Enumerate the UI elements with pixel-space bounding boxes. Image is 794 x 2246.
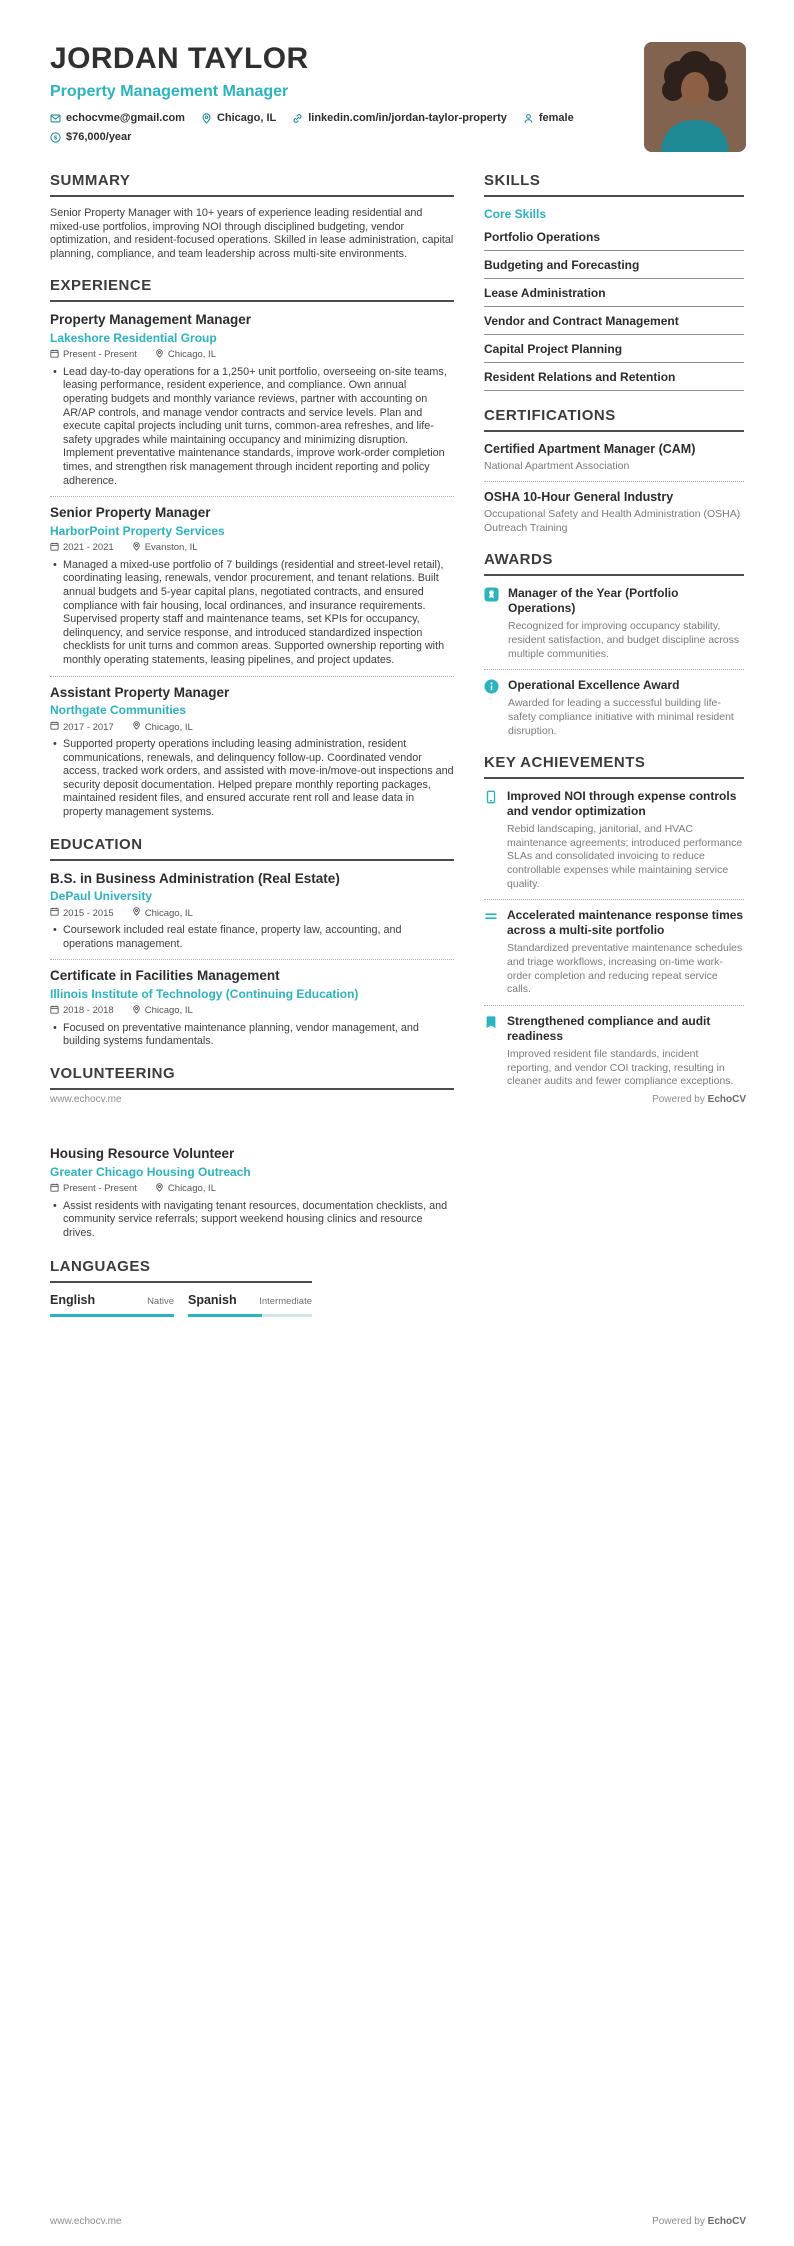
volunteering-entry: [50, 1146, 454, 1240]
job-dates: [50, 542, 114, 554]
education-meta: [50, 1005, 454, 1017]
job-company: Northgate Communities: [50, 703, 187, 718]
bookmark-icon: [484, 1014, 498, 1034]
job-meta: [50, 721, 454, 733]
separator: [484, 899, 744, 900]
award-item: [484, 678, 744, 738]
svg-text:$: $: [53, 135, 58, 142]
volunteer-location-text: Chicago, IL: [167, 1183, 216, 1195]
awards-section: [484, 551, 744, 738]
job-location: [132, 542, 198, 554]
separator: [484, 481, 744, 482]
job-title: Property Management Manager: [50, 312, 252, 328]
job-location: [132, 721, 193, 733]
language-item: [50, 1293, 174, 1317]
volunteer-bullet: • Assist residents with navigating tenant resources, documentation checklists, and community service referrals; support weekend housing clinics and resource drives.: [50, 1200, 454, 1241]
skills-group-label: Core Skills: [484, 207, 547, 221]
language-header: [50, 1293, 174, 1307]
language-header: [188, 1293, 312, 1307]
achievement-title: Accelerated maintenance response times across a multi-site portfolio: [507, 908, 744, 938]
contact-linkedin[interactable]: [292, 112, 507, 124]
language-proficiency-bar: [188, 1314, 312, 1317]
job-bullet: • Managed a mixed-use portfolio of 7 buildings (residential and street-level retail), coordinating leasing, renewals, vendor procurement, and tenant relations. Built annual budgets and 5-year capital plans, negotiated contracts, and ensured compliance with fair housing, local ordinances, and insurance requirements. Supervised property staff and maintenance teams, set KPIs for occupancy, delinquency, and service response, and introduced standardized inspection checklists for unit turns and common areas. Supported ownership reporting with monthly operating statements, leasing pipelines, and project updates.: [50, 559, 454, 668]
left-column-page2: [50, 1146, 454, 1333]
location-pin-icon: [155, 349, 164, 361]
language-proficiency-fill: [188, 1314, 262, 1317]
achievement-item: [484, 1014, 744, 1089]
languages-heading: LANGUAGES: [50, 1258, 312, 1283]
footer-brand: EchoCV: [707, 1094, 746, 1105]
experience-entry: [50, 312, 454, 488]
location-pin-icon: [155, 1183, 164, 1195]
footer-powered-prefix: Powered by: [652, 1094, 705, 1105]
achievement-description: Rebid landscaping, janitorial, and HVAC maintenance agreements; introduced performance SLAs and consolidated invoicing to reduce controllable expenses while maintaining service quality.: [507, 823, 743, 890]
certification-name: OSHA 10-Hour General Industry: [484, 490, 674, 505]
education-location-text: Chicago, IL: [144, 907, 193, 919]
calendar-icon: [50, 907, 59, 919]
language-level: Intermediate: [259, 1296, 312, 1308]
education-entry: [50, 871, 454, 952]
achievement-description: Standardized preventative maintenance schedules and triage workflows, increasing on-time work-order completion and reducing repeat service calls.: [507, 942, 743, 996]
summary-text: Senior Property Manager with 10+ years of experience leading residential and mixed-use portfolios, improving NOI through disciplined budgeting, vendor optimization, and resident-focused operations. Skilled in lease administration, capital planning, compliance, and team leadership across multi-site environments.: [50, 207, 454, 260]
separator: [484, 669, 744, 670]
summary-section: [50, 172, 454, 261]
volunteering-section-heading: [50, 1065, 454, 1090]
skill-item: Budgeting and Forecasting: [484, 251, 744, 279]
location-pin-icon: [132, 907, 141, 919]
separator: [50, 496, 454, 497]
certification-item: [484, 442, 744, 473]
contact-location-text: Chicago, IL: [216, 112, 277, 124]
volunteering-heading: VOLUNTEERING: [50, 1065, 454, 1090]
language-level: Native: [147, 1296, 174, 1308]
job-location: [155, 349, 216, 361]
job-location-text: Chicago, IL: [167, 349, 216, 361]
award-description: Awarded for leading a successful building life-safety compliance initiative with minimal resident disruption.: [508, 697, 734, 737]
contact-linkedin-text: linkedin.com/in/jordan-taylor-property: [308, 112, 507, 124]
job-title: Assistant Property Manager: [50, 684, 230, 700]
resume-header: [50, 42, 625, 143]
job-bullet: • Lead day-to-day operations for a 1,250+ unit portfolio, overseeing on-site teams, leasing performance, resident experience, and compliance. Own annual operating budgets and monthly variance reviews, partner with accounting on AR/AP controls, and manage vendor contracts and service levels. Plan and execute capital projects including unit turns, common-area refreshes, and life-safety upgrades while maintaining occupancy and minimizing disruption. Implement preventative maintenance standards, improve work-order completion times, and strengthen risk management through incident reporting and policy adherence.: [50, 366, 454, 488]
skill-item: Resident Relations and Retention: [484, 363, 744, 391]
language-proficiency-bar: [50, 1314, 174, 1317]
contact-salary-text: $76,000/year: [66, 131, 132, 143]
award-text: [508, 678, 744, 738]
mail-icon: [50, 113, 61, 124]
job-dates-text: 2017 - 2017: [63, 721, 114, 733]
achievement-item: [484, 789, 744, 891]
job-dates-text: Present - Present: [63, 349, 137, 361]
achievement-title: Improved NOI through expense controls and vendor optimization: [507, 789, 737, 819]
location-pin-icon: [132, 1005, 141, 1017]
key-achievements-section: [484, 754, 744, 1089]
footer-powered: [652, 1094, 746, 1105]
profile-photo: [644, 42, 746, 152]
right-column: [484, 172, 744, 1105]
achievement-title: Strengthened compliance and audit readiness: [507, 1013, 711, 1043]
skill-item: Lease Administration: [484, 279, 744, 307]
language-name: English: [50, 1293, 96, 1308]
education-location-text: Chicago, IL: [144, 1005, 193, 1017]
separator: [50, 959, 454, 960]
separator: [484, 1005, 744, 1006]
footer-site-link[interactable]: www.echocv.me: [50, 1094, 122, 1105]
experience-entry: [50, 505, 454, 667]
award-title: Operational Excellence Award: [508, 678, 680, 693]
achievement-text: [507, 908, 744, 997]
contact-gender: [523, 112, 574, 124]
achievement-item: [484, 908, 744, 997]
footer-powered: [652, 2216, 746, 2227]
education-location: [132, 1005, 193, 1017]
education-dates: [50, 1005, 114, 1017]
language-item: [188, 1293, 312, 1317]
experience-section: [50, 277, 454, 819]
job-company: HarborPoint Property Services: [50, 523, 225, 538]
skills-heading: SKILLS: [484, 172, 744, 197]
education-bullet: • Focused on preventative maintenance planning, vendor management, and building systems fundamentals.: [50, 1022, 454, 1049]
job-location-text: Evanston, IL: [144, 542, 198, 554]
calendar-icon: [50, 1183, 59, 1195]
award-item: [484, 586, 744, 661]
skills-section: [484, 172, 744, 391]
location-pin-icon: [201, 113, 212, 124]
volunteer-meta: [50, 1183, 454, 1195]
calendar-icon: [50, 542, 59, 554]
info-circle-icon: [484, 678, 499, 699]
footer-powered-prefix: Powered by: [652, 2216, 705, 2227]
location-pin-icon: [132, 721, 141, 733]
job-title: Senior Property Manager: [50, 505, 211, 521]
volunteer-org: Greater Chicago Housing Outreach: [50, 1164, 251, 1179]
school: Illinois Institute of Technology (Continuing Education): [50, 986, 359, 1001]
contact-location: [201, 112, 276, 124]
left-column: [50, 172, 454, 1106]
award-description: Recognized for improving occupancy stability, resident satisfaction, and budget discipline across multiple communities.: [508, 620, 740, 660]
job-company: Lakeshore Residential Group: [50, 330, 217, 345]
page-footer: [50, 2216, 746, 2227]
achievement-text: [507, 1014, 744, 1089]
summary-heading: SUMMARY: [50, 172, 454, 197]
certification-item: [484, 490, 744, 535]
education-heading: EDUCATION: [50, 836, 454, 861]
skill-item: Vendor and Contract Management: [484, 307, 744, 335]
location-pin-icon: [132, 542, 141, 554]
achievement-description: Improved resident file standards, incident reporting, and vendor COI tracking, resulting in cleaner audits and fewer compliance exceptions.: [507, 1047, 734, 1088]
languages-row: [50, 1293, 312, 1317]
separator: [50, 676, 454, 677]
degree: Certificate in Facilities Management: [50, 968, 280, 984]
award-title: Manager of the Year (Portfolio Operations): [508, 586, 679, 616]
skill-item: Portfolio Operations: [484, 223, 744, 251]
certification-issuer: Occupational Safety and Health Administration (OSHA) Outreach Training: [484, 508, 741, 534]
candidate-title: Property Management Manager: [50, 83, 289, 100]
calendar-icon: [50, 721, 59, 733]
volunteer-dates-text: Present - Present: [63, 1183, 137, 1195]
calendar-icon: [50, 1005, 59, 1017]
contact-row: [50, 112, 625, 143]
education-meta: [50, 907, 454, 919]
job-meta: [50, 349, 454, 361]
job-meta: [50, 542, 454, 554]
footer-site-link[interactable]: www.echocv.me: [50, 2216, 122, 2227]
mobile-icon: [484, 789, 498, 809]
award-text: [508, 586, 744, 661]
footer-brand: EchoCV: [707, 2216, 746, 2227]
contact-email[interactable]: [50, 112, 185, 124]
job-dates: [50, 721, 114, 733]
page-footer: [50, 1094, 746, 1105]
person-icon: [523, 113, 534, 124]
job-dates: [50, 349, 137, 361]
volunteer-role: Housing Resource Volunteer: [50, 1146, 235, 1161]
degree: B.S. in Business Administration (Real Estate): [50, 870, 340, 886]
job-location-text: Chicago, IL: [144, 721, 193, 733]
dollar-circle-icon: [50, 132, 61, 143]
education-dates: [50, 907, 114, 919]
certifications-section: [484, 407, 744, 535]
contact-email-text: echocvme@gmail.com: [66, 112, 185, 124]
language-proficiency-fill: [50, 1314, 174, 1317]
calendar-icon: [50, 349, 59, 361]
achievement-text: [507, 789, 744, 891]
experience-heading: EXPERIENCE: [50, 277, 454, 302]
certification-issuer: National Apartment Association: [484, 460, 630, 472]
certifications-heading: CERTIFICATIONS: [484, 407, 744, 432]
certification-name: Certified Apartment Manager (CAM): [484, 442, 696, 456]
skill-item: Capital Project Planning: [484, 335, 744, 363]
contact-salary: [50, 131, 131, 143]
awards-heading: AWARDS: [484, 551, 744, 576]
contact-gender-text: female: [538, 112, 574, 124]
language-name: Spanish: [188, 1293, 237, 1308]
education-section: [50, 836, 454, 1049]
candidate-name: JORDAN TAYLOR: [50, 42, 309, 75]
list-lines-icon: [484, 908, 498, 928]
key-achievements-heading: KEY ACHIEVEMENTS: [484, 754, 744, 779]
education-dates-text: 2018 - 2018: [63, 1005, 114, 1017]
education-dates-text: 2015 - 2015: [63, 907, 114, 919]
education-bullet: • Coursework included real estate finance, property law, accounting, and operations management.: [50, 924, 454, 951]
education-location: [132, 907, 193, 919]
education-entry: [50, 968, 454, 1049]
volunteer-dates: [50, 1183, 137, 1195]
experience-entry: [50, 685, 454, 820]
languages-section: [50, 1258, 312, 1317]
job-dates-text: 2021 - 2021: [63, 542, 114, 554]
job-bullet: • Supported property operations including leasing administration, resident communications, renewals, and delinquency follow-up. Coordinated vendor access, tracked work orders, and assisted with move-in/move-out inspections and security deposit documentation. Helped prepare monthly reporting packages, maintained resident files, and ensured accurate rent roll and lease data in property management systems.: [50, 738, 454, 820]
link-icon: [292, 113, 303, 124]
volunteer-location: [155, 1183, 216, 1195]
badge-medal-icon: [484, 586, 499, 607]
school: DePaul University: [50, 889, 153, 904]
